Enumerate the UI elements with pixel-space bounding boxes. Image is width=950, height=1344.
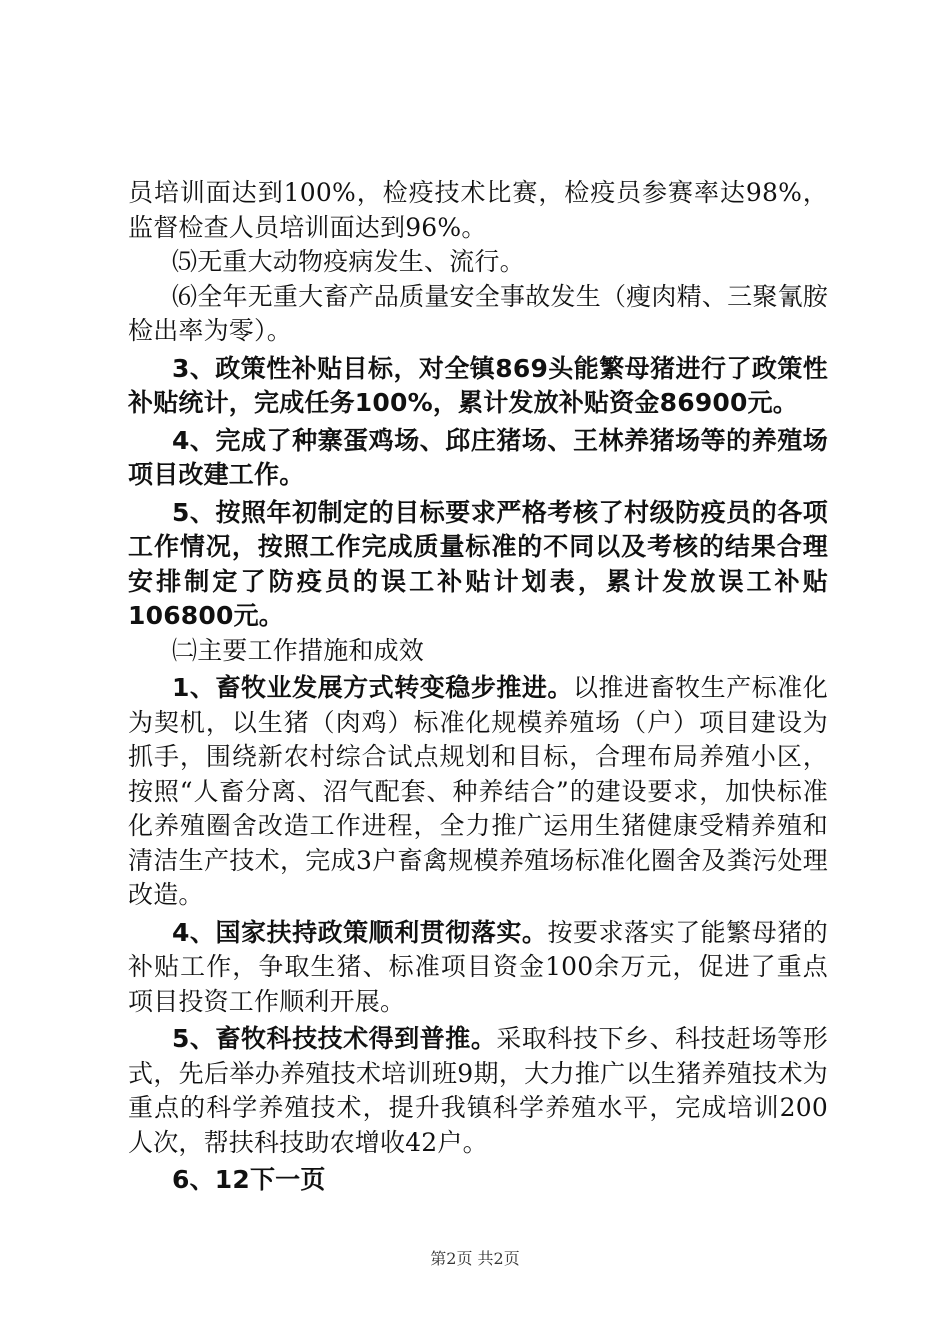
- paragraph-7-lead: 1、畜牧业发展方式转变稳步推进。: [172, 673, 573, 702]
- next-page-link[interactable]: 6、12下一页: [172, 1165, 326, 1194]
- paragraph-9-text: 采取科技下乡、科技赶场等形式，先后举办养殖技术培训班9期，大力推广以生猪养殖技术为重点的科学养殖技术，提升我镇科学养殖水平，完成培训200人次，帮扶科技助农增收42户。: [128, 1024, 828, 1157]
- paragraph-7-text: 以推进畜牧生产标准化为契机，以生猪（肉鸡）标准化规模养殖场（户）项目建设为抓手，围绕新农村综合试点规划和目标，合理布局养殖小区，按照“人畜分离、沼气配套、种养结合”的建设要求，加快标准化养殖圈舍改造工作进程，全力推广运用生猪健康受精养殖和清洁生产技术，完成3户畜禽规模养殖场标准化圈舍及粪污处理改造。: [128, 673, 828, 909]
- paragraph-8-text: 按要求落实了能繁母猪的补贴工作，争取生猪、标准项目资金100余万元，促进了重点项目投资工作顺利开展。: [128, 917, 828, 1016]
- page-footer: [0, 1246, 950, 1269]
- paragraph-4: 3、政策性补贴目标，对全镇869头能繁母猪进行了政策性补贴统计，完成任务100%，累计发放补贴资金86900元。: [128, 353, 828, 417]
- paragraph-1: 员培训面达到100%，检疫技术比赛，检疫员参赛率达98%，监督检查人员培训面达到96%。: [128, 178, 828, 242]
- page-number: 第2页 共2页: [430, 1249, 520, 1268]
- section-heading: ㈡主要工作措施和成效: [172, 635, 425, 665]
- paragraph-9: [128, 1022, 828, 1160]
- paragraph-6: 5、按照年初制定的目标要求严格考核了村级防疫员的各项工作情况，按照工作完成质量标准的不同以及考核的结果合理安排制定了防疫员的误工补贴计划表，累计发放误工补贴106800元。: [128, 497, 828, 630]
- paragraph-9-lead: 5、畜牧科技技术得到普推。: [172, 1024, 497, 1053]
- paragraph-2: ⑸无重大动物疫病发生、流行。: [172, 247, 525, 276]
- paragraph-8: [128, 916, 828, 1020]
- document-body: [128, 176, 828, 1198]
- paragraph-5: 4、完成了种寨蛋鸡场、邱庄猪场、王林养猪场等的养殖场项目改建工作。: [128, 425, 828, 489]
- paragraph-7: [128, 671, 828, 913]
- paragraph-3: ⑹全年无重大畜产品质量安全事故发生（瘦肉精、三聚氰胺检出率为零）。: [128, 281, 828, 345]
- paragraph-8-lead: 4、国家扶持政策顺利贯彻落实。: [172, 917, 548, 947]
